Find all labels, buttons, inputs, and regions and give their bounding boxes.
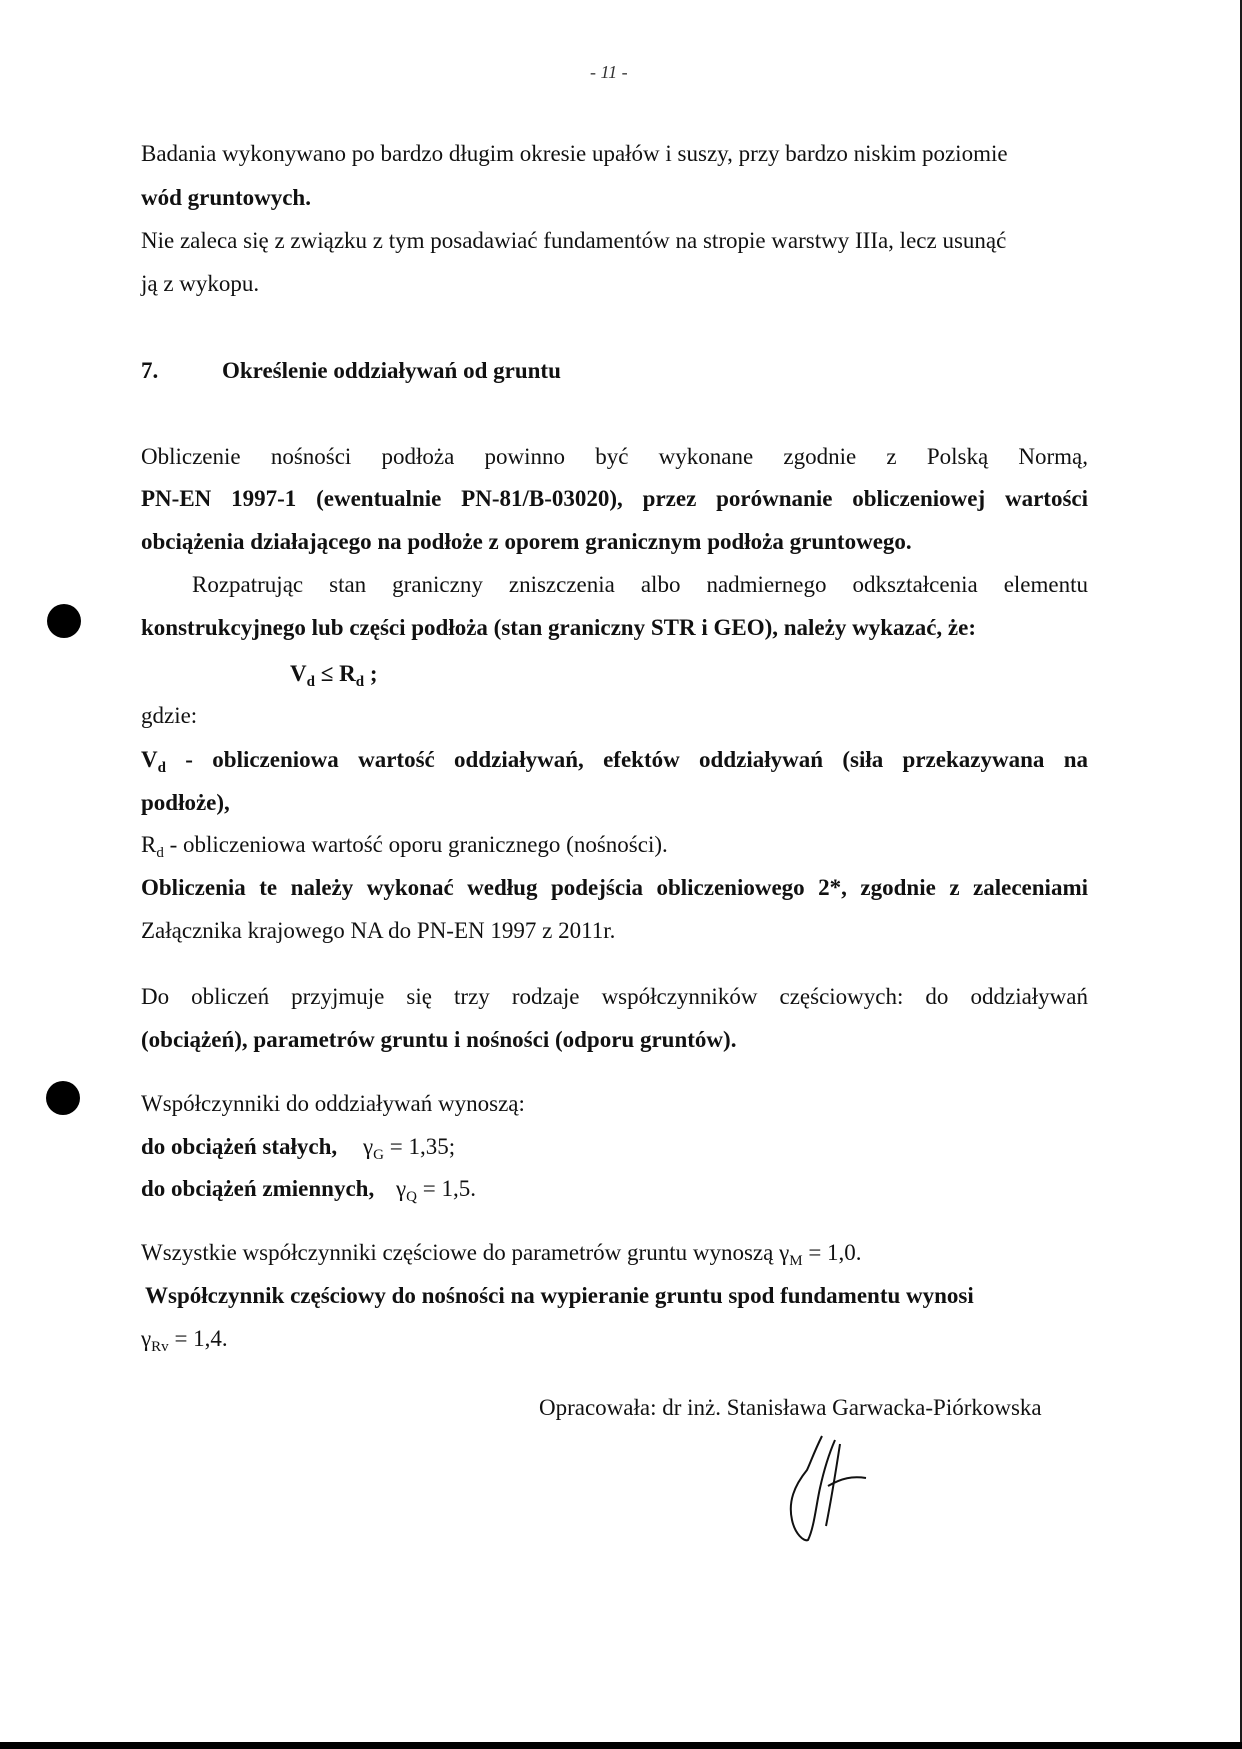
permanent-load-factor: $\gamma_G = 1,35$; bbox=[363, 1134, 456, 1163]
page-number: - 11 - bbox=[590, 62, 628, 82]
section-title: Określenie oddziaływań od gruntu bbox=[222, 358, 561, 383]
section-number: 7. bbox=[141, 358, 159, 383]
scan-bottom-border bbox=[0, 1742, 1242, 1749]
definition-rd: $R_d$ - obliczeniowa wartość oporu granicznego (nośności). bbox=[141, 832, 668, 861]
definition-vd-continued: podłoże), bbox=[141, 790, 230, 815]
where-label: gdzie: bbox=[141, 703, 198, 728]
intro-line: wód gruntowych. bbox=[141, 185, 311, 210]
soil-parameters-factor: Wszystkie współczynniki częściowe do parametrów gruntu wynoszą $\gamma_M = 1,0$. bbox=[141, 1240, 862, 1269]
punch-hole bbox=[47, 604, 81, 638]
factors-intro: Współczynniki do oddziaływań wynoszą: bbox=[141, 1091, 525, 1116]
partial-factors-line: (obciążeń), parametrów gruntu i nośności (odporu gruntów). bbox=[141, 1027, 737, 1052]
punch-hole bbox=[46, 1081, 80, 1115]
permanent-load-label: do obciążeń stałych, bbox=[141, 1134, 338, 1159]
author-line: Opracowała: dr inż. Stanisława Garwacka-Piórkowska bbox=[539, 1395, 1042, 1420]
definition-vd: $V_d$ - obliczeniowa wartość oddziaływań, efektów oddziaływań (siła przekazywana na bbox=[141, 747, 1088, 776]
approach-line: Obliczenia te należy wykonać według podejścia obliczeniowego 2*, zgodnie z zaleceniami bbox=[141, 875, 1088, 900]
paragraph-line: obciążenia działającego na podłoże z oporem granicznym podłoża gruntowego. bbox=[141, 529, 912, 554]
paragraph-line: Obliczenie nośności podłoża powinno być wykonane zgodnie z Polską Normą, bbox=[141, 444, 1088, 469]
approach-line: Załącznika krajowego NA do PN-EN 1997 z 2011r. bbox=[141, 918, 616, 943]
partial-factors-line: Do obliczeń przyjmuje się trzy rodzaje współczynników częściowych: do oddziaływań bbox=[141, 984, 1088, 1009]
paragraph-line: konstrukcyjnego lub części podłoża (stan graniczny STR i GEO), należy wykazać, że: bbox=[141, 615, 976, 640]
intro-line: Badania wykonywano po bardzo długim okresie upałów i suszy, przy bardzo niskim poziomie bbox=[141, 141, 1008, 166]
intro-line: Nie zaleca się z związku z tym posadawiać fundamentów na stropie warstwy IIIa, lecz usunąć bbox=[141, 228, 1007, 253]
variable-load-label: do obciążeń zmiennych, bbox=[141, 1176, 375, 1201]
paragraph-line: PN-EN 1997-1 (ewentualnie PN-81/B-03020), przez porównanie obliczeniowej wartości bbox=[141, 486, 1088, 511]
bearing-factor-value: $\gamma_{Rv} = 1,4$. bbox=[141, 1326, 228, 1355]
variable-load-factor: $\gamma_Q = 1,5$. bbox=[396, 1176, 476, 1205]
intro-line: ją z wykopu. bbox=[141, 271, 260, 296]
handwritten-signature bbox=[780, 1430, 890, 1550]
paragraph-line: Rozpatrując stan graniczny zniszczenia albo nadmiernego odkształcenia elementu bbox=[192, 572, 1088, 597]
bearing-factor-line: Współczynnik częściowy do nośności na wypieranie gruntu spod fundamentu wynosi bbox=[145, 1283, 974, 1308]
formula: $V_d \le R_d$ ; bbox=[290, 661, 378, 690]
